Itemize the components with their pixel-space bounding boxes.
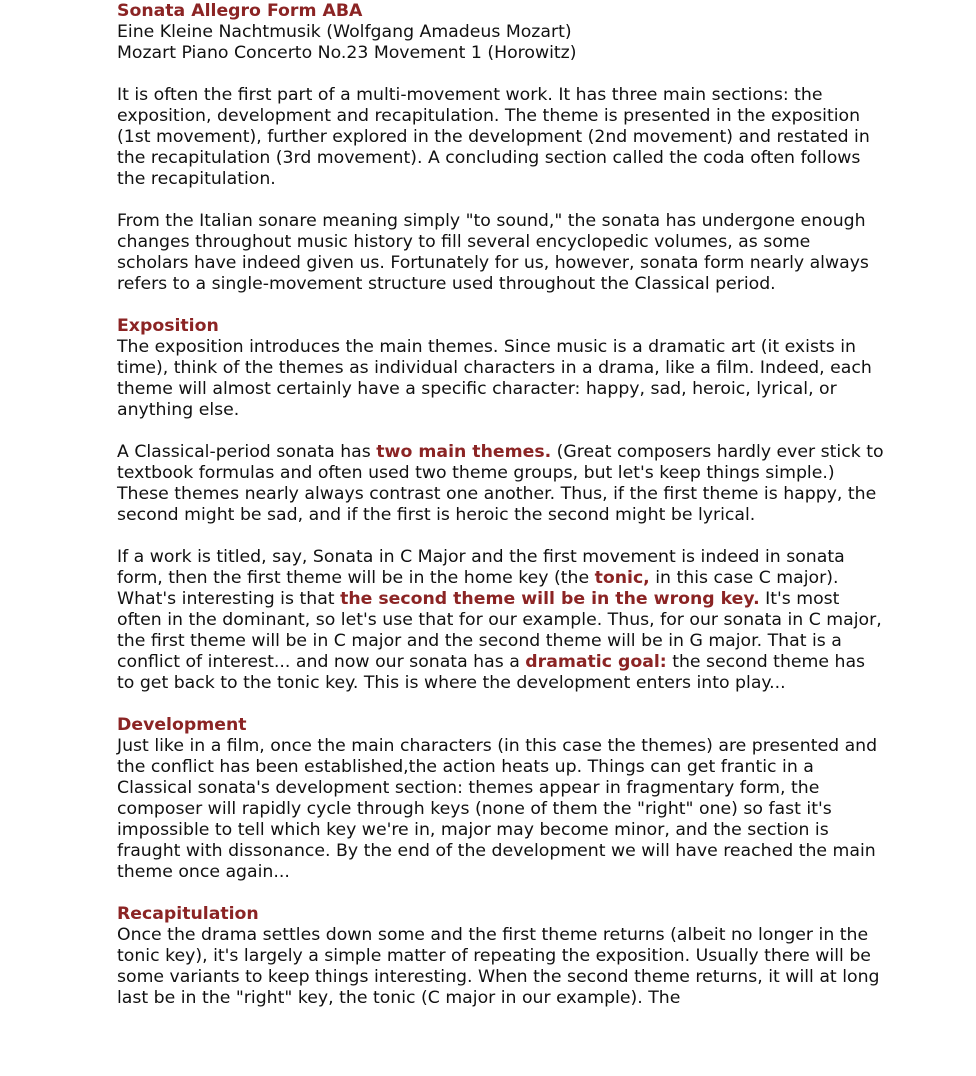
intro-paragraphs bbox=[117, 85, 885, 295]
section-paragraph bbox=[117, 547, 885, 694]
section-paragraph bbox=[117, 337, 885, 421]
header-block bbox=[117, 1, 885, 64]
section-heading: Recapitulation bbox=[117, 904, 259, 924]
emphasis-text: dramatic goal: bbox=[525, 652, 667, 672]
page-title: Sonata Allegro Form ABA bbox=[117, 1, 363, 21]
paragraph-text: The exposition introduces the main themes. Since music is a dramatic art (it exists in time), think of the themes as individual characters in a drama, like a film. Indeed, each theme will almost certainly have a specific character: happy, sad, heroic, lyrical, or anything else. bbox=[117, 337, 872, 420]
section-exposition bbox=[117, 316, 885, 694]
paragraph-text: in this case C major). What's interesting is that bbox=[117, 568, 839, 609]
section-paragraph bbox=[117, 925, 885, 1009]
emphasis-text: the second theme will be in the wrong key. bbox=[340, 589, 760, 609]
paragraph-text: If a work is titled, say, Sonata in C Major and the first movement is indeed in sonata form, then the first theme will be in the home key (the bbox=[117, 547, 845, 588]
section-heading: Development bbox=[117, 715, 247, 735]
emphasis-text: tonic, bbox=[594, 568, 650, 588]
paragraph-text: Once the drama settles down some and the first theme returns (albeit no longer in the tonic key), it's largely a simple matter of repeating the exposition. Usually there will be some variants to keep things interesting. When the second theme returns, it will at long last be in the "right" key, the tonic (C major in our example). The bbox=[117, 925, 880, 1008]
subtitle-piece-1: Eine Kleine Nachtmusik (Wolfgang Amadeus Mozart) bbox=[117, 22, 572, 42]
document bbox=[117, 1, 885, 1030]
subtitle-piece-2: Mozart Piano Concerto No.23 Movement 1 (Horowitz) bbox=[117, 43, 577, 63]
paragraph-text: (Great composers hardly ever stick to textbook formulas and often used two theme groups, but let's keep things simple.) These themes nearly always contrast one another. Thus, if the first theme is happy, the second might be sad, and if the first is heroic the second might be lyrical. bbox=[117, 442, 884, 525]
intro-paragraph bbox=[117, 85, 885, 190]
sections bbox=[117, 316, 885, 1009]
paragraph-text: Just like in a film, once the main characters (in this case the themes) are presented and the conflict has been established,the action heats up. Things can get frantic in a Classical sonata's development section: themes appear in fragmentary form, the composer will rapidly cycle through keys (none of them the "right" one) so fast it's impossible to tell which key we're in, major may become minor, and the section is fraught with dissonance. By the end of the development we will have reached the main theme once again... bbox=[117, 736, 878, 882]
emphasis-text: two main themes. bbox=[376, 442, 552, 462]
section-recapitulation bbox=[117, 904, 885, 1009]
section-heading: Exposition bbox=[117, 316, 219, 336]
paragraph-text: A Classical-period sonata has bbox=[117, 442, 377, 462]
section-development bbox=[117, 715, 885, 883]
paragraph-text: From the Italian sonare meaning simply "to sound," the sonata has undergone enough changes throughout music history to fill several encyclopedic volumes, as some scholars have indeed given us. Fortunately for us, however, sonata form nearly always refers to a single-movement structure used throughout the Classical period. bbox=[117, 211, 869, 294]
paragraph-text: It is often the first part of a multi-movement work. It has three main sections: the exposition, development and recapitulation. The theme is presented in the exposition (1st movement), further explored in the development (2nd movement) and restated in the recapitulation (3rd movement). A concluding section called the coda often follows the recapitulation. bbox=[117, 85, 870, 189]
intro-paragraph bbox=[117, 211, 885, 295]
section-paragraph bbox=[117, 736, 885, 883]
paragraph-text: the second theme has to get back to the tonic key. This is where the development enters into play... bbox=[117, 652, 866, 693]
paragraph-text: It's most often in the dominant, so let's use that for our example. Thus, for our sonata in C major, the first theme will be in C major and the second theme will be in G major. That is a conflict of interest... and now our sonata has a bbox=[117, 589, 882, 672]
section-paragraph bbox=[117, 442, 885, 526]
